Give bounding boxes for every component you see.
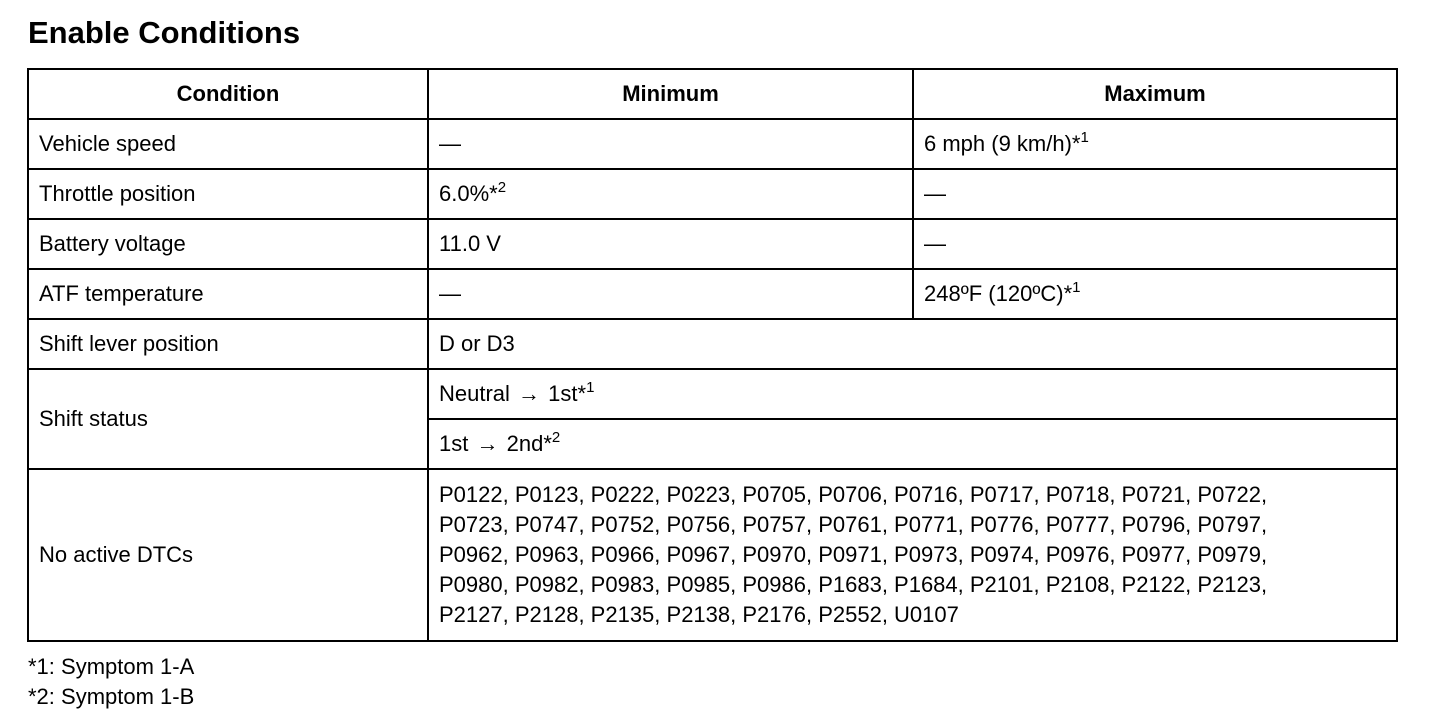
footnote-ref: 2 [497,179,507,196]
condition-cell: Vehicle speed [28,119,428,169]
arrow-icon: → [518,381,541,406]
footnote: *2: Symptom 1-B [28,684,195,709]
table-row [28,469,1397,641]
maximum-cell: — [913,169,1397,219]
minimum-cell: 11.0 V [428,219,913,269]
page-title: Enable Conditions [28,15,301,50]
table-row [28,319,1397,369]
value-cell: D or D3 [428,319,1397,369]
shift-status-cell: Neutral → 1st*$^1$ [428,369,1397,419]
table-row [28,219,1397,269]
footnote-ref: 1 [1080,129,1089,146]
footnote-ref: 1 [586,379,595,396]
header-maximum: Maximum [913,69,1397,119]
shift-status-cell: 1st → 2nd*$^2$ [428,419,1397,469]
dtc-list-cell [428,469,1397,641]
table-row [28,169,1397,219]
minimum-cell: — [428,269,913,319]
dtc-line: P2127, P2128, P2135, P2138, P2176, P2552, U0107 [439,602,959,627]
condition-cell: Throttle position [28,169,428,219]
condition-cell: Shift status [28,369,428,469]
dtc-line: P0980, P0982, P0983, P0985, P0986, P1683, P1684, P2101, P2108, P2122, P2123, [439,572,1268,597]
condition-cell: Battery voltage [28,219,428,269]
footnote-ref: 1 [1072,279,1081,296]
table-row [28,269,1397,319]
dtc-line: P0122, P0123, P0222, P0223, P0705, P0706, P0716, P0717, P0718, P0721, P0722, [439,482,1268,507]
minimum-cell: 6.0%*$^2$ [428,169,913,219]
maximum-cell: 6 mph (9 km/h)*$^1$ [913,119,1397,169]
header-condition: Condition [28,69,428,119]
dtc-line: P0962, P0963, P0966, P0967, P0970, P0971, P0973, P0974, P0976, P0977, P0979, [439,542,1268,567]
table-row [28,119,1397,169]
enable-conditions-table [27,68,1398,642]
condition-cell: Shift lever position [28,319,428,369]
dtc-line: P0723, P0747, P0752, P0756, P0757, P0761, P0771, P0776, P0777, P0796, P0797, [439,512,1268,537]
footnote: *1: Symptom 1-A [28,654,195,679]
maximum-cell: 248ºF (120ºC)*$^1$ [913,269,1397,319]
table-row [28,369,1397,419]
maximum-cell: — [913,219,1397,269]
footnote-ref: 2 [551,429,561,446]
table-header-row [28,69,1397,119]
arrow-icon: → [476,431,499,456]
minimum-cell: — [428,119,913,169]
condition-cell: No active DTCs [28,469,428,641]
condition-cell: ATF temperature [28,269,428,319]
header-minimum: Minimum [428,69,913,119]
